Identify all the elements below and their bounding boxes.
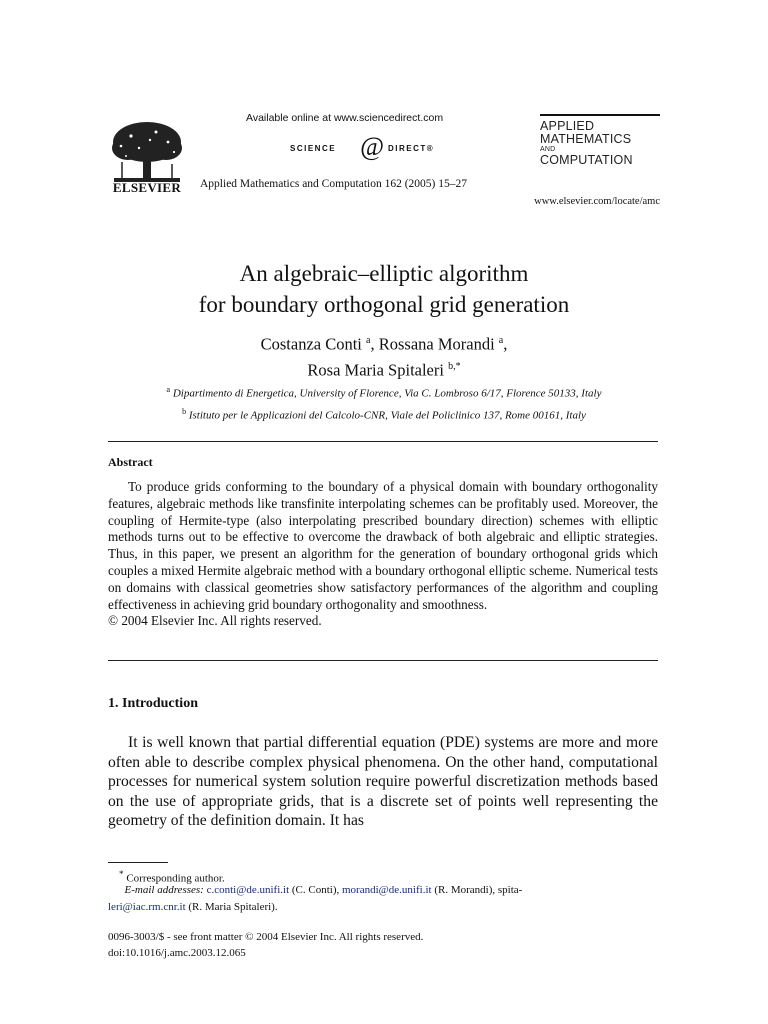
author-2-affil: a bbox=[498, 335, 504, 346]
author-3-affil: b,* bbox=[448, 360, 461, 372]
publisher-name: ELSEVIER bbox=[112, 180, 182, 195]
sciencedirect-logo bbox=[290, 134, 450, 164]
footnote-rule bbox=[108, 862, 168, 863]
affiliation-b bbox=[0, 403, 768, 425]
affiliation-b-mark: b bbox=[182, 406, 187, 416]
email-link-1[interactable]: c.conti@de.unifi.it bbox=[206, 884, 290, 896]
footnote-corresponding-text: Corresponding author. bbox=[126, 872, 225, 885]
abstract-top-rule bbox=[108, 441, 658, 442]
author-1-affil: a bbox=[366, 335, 371, 346]
author-2: Rossana Morandi bbox=[378, 334, 495, 354]
journal-logo-line3: AND bbox=[540, 146, 556, 153]
email-3-owner: (R. Maria Spitaleri). bbox=[188, 900, 278, 913]
sd-at-icon: @ bbox=[360, 132, 384, 161]
affiliations bbox=[0, 381, 768, 424]
journal-logo-line1: APPLIED bbox=[540, 119, 595, 133]
sd-direct: DIRECT® bbox=[388, 144, 435, 153]
journal-logo-rule bbox=[540, 114, 660, 116]
email-link-3[interactable]: leri@iac.rm.cnr.it bbox=[108, 900, 186, 913]
abstract-body bbox=[108, 479, 658, 630]
journal-logo-line2: MATHEMATICS bbox=[540, 132, 632, 146]
journal-reference: Applied Mathematics and Computation 162 (2005) 15–27 bbox=[200, 178, 468, 190]
abstract-text: To produce grids conforming to the boundary of a physical domain with boundary orthogonality features, algebraic methods like transfinite interpolating schemes can be profitably used. Moreover, the coupling of Hermite-type (also interpolating prescribed boundary direction) schemes with elliptic methods turns out to be effective to overcome the drawback of both algebraic and elliptic strategies. Thus, in this paper, we present an algorithm for the generation of boundary orthogonal grids which couples a mixed Hermite algebraic method with a boundary orthogonal elliptic scheme. Numerical tests on domains with classical geometries show satisfactory performances of the algorithm and coupling effectiveness in achieving grid boundary orthogonality and smoothness. bbox=[108, 479, 658, 612]
author-list: Costanza Conti $^a$, Rossana Morandi $^a$, Rosa Maria Spitaleri $^{b,*}$ bbox=[260, 334, 508, 379]
affiliation-a bbox=[0, 381, 768, 403]
email-label: E-mail addresses: bbox=[124, 884, 204, 896]
email-link-2[interactable]: morandi@de.unifi.it bbox=[342, 884, 432, 896]
author-3: Rosa Maria Spitaleri bbox=[307, 360, 444, 379]
sd-science: SCIENCE bbox=[290, 144, 337, 153]
abstract-bottom-rule bbox=[108, 660, 658, 661]
footnote-emails bbox=[108, 882, 658, 915]
footnote-mark: * bbox=[119, 869, 124, 879]
available-online: Available online at www.sciencedirect.com bbox=[246, 112, 444, 124]
affiliation-a-text: Dipartimento di Energetica, University of Florence, Via C. Lombroso 6/17, Florence 50133, Italy bbox=[172, 387, 602, 400]
email-2-owner: (R. Morandi), spita- bbox=[434, 884, 523, 896]
journal-url[interactable]: www.elsevier.com/locate/amc bbox=[534, 196, 660, 207]
abstract-copyright: © 2004 Elsevier Inc. All rights reserved. bbox=[108, 613, 322, 629]
journal-logo bbox=[540, 114, 670, 167]
title-line-2: for boundary orthogonal grid generation bbox=[198, 292, 570, 317]
author-1: Costanza Conti bbox=[260, 334, 362, 354]
issn-line: 0096-3003/$ - see front matter © 2004 Elsevier Inc. All rights reserved. bbox=[108, 931, 424, 943]
email-1-owner: (C. Conti), bbox=[291, 884, 340, 896]
affiliation-a-mark: a bbox=[166, 385, 171, 394]
section-heading: 1. Introduction bbox=[108, 696, 198, 711]
abstract-heading: Abstract bbox=[108, 455, 153, 469]
doi-line[interactable]: doi:10.1016/j.amc.2003.12.065 bbox=[108, 947, 246, 959]
affiliation-b-text: Istituto per le Applicazioni del Calcolo-CNR, Viale del Policlinico 137, Rome 00161, Italy bbox=[188, 409, 586, 422]
paper-title bbox=[0, 258, 768, 320]
title-line-1: An algebraic–elliptic algorithm bbox=[239, 261, 529, 286]
introduction-body bbox=[108, 733, 658, 831]
introduction-text: It is well known that partial differential equation (PDE) systems are more and more often able to describe complex physical phenomena. On the other hand, computational processes for numerical system solution require powerful discretization methods based on the use of appropriate grids, that is a discrete set of points well representing the geometry of the definition domain. It has bbox=[108, 734, 658, 830]
journal-logo-line4: COMPUTATION bbox=[540, 153, 633, 167]
